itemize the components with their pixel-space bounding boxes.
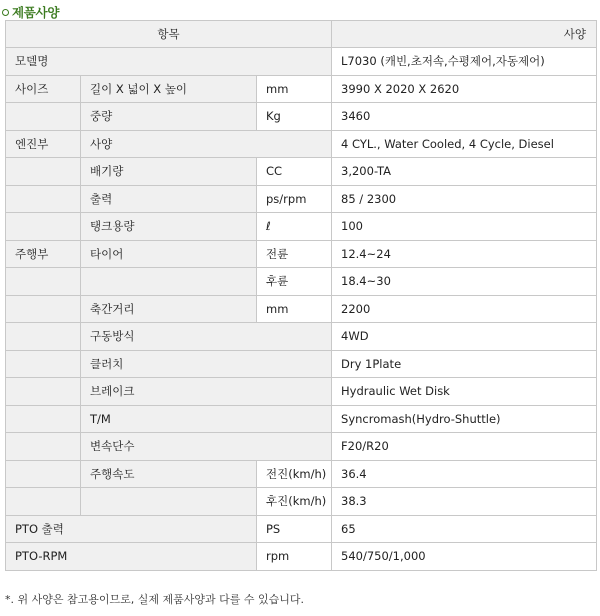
row-value: 12.4~24: [332, 240, 597, 268]
row-label: 출력: [81, 185, 257, 213]
header-item: 항목: [6, 21, 332, 48]
row-group: [6, 433, 81, 461]
row-group: [6, 213, 81, 241]
row-label: PTO 출력: [6, 515, 257, 543]
row-value: 85 / 2300: [332, 185, 597, 213]
table-row: [6, 460, 597, 488]
table-row: [6, 295, 597, 323]
row-unit: PS: [257, 515, 332, 543]
row-unit: Kg: [257, 103, 332, 131]
row-unit: 후진(km/h): [257, 488, 332, 516]
row-group: [6, 158, 81, 186]
row-value: 3990 X 2020 X 2620: [332, 75, 597, 103]
row-unit: 후륜: [257, 268, 332, 296]
table-row: [6, 488, 597, 516]
row-label: 탱크용량: [81, 213, 257, 241]
table-row: [6, 158, 597, 186]
row-value: F20/R20: [332, 433, 597, 461]
row-group: [6, 488, 81, 516]
row-label: 타이어: [81, 240, 257, 268]
row-label: 변속단수: [81, 433, 332, 461]
row-unit: ps/rpm: [257, 185, 332, 213]
footnote: *. 위 사양은 참고용이므로, 실제 제품사양과 다를 수 있습니다.: [5, 593, 304, 606]
row-unit: 전륜: [257, 240, 332, 268]
row-value: 2200: [332, 295, 597, 323]
row-value: 65: [332, 515, 597, 543]
row-label: 중량: [81, 103, 257, 131]
row-value: 3460: [332, 103, 597, 131]
row-group: [6, 405, 81, 433]
row-label: 주행속도: [81, 460, 257, 488]
table-row: [6, 48, 597, 76]
table-row: [6, 185, 597, 213]
row-group: 사이즈: [6, 75, 81, 103]
row-label: 사양: [81, 130, 332, 158]
row-value: 4 CYL., Water Cooled, 4 Cycle, Diesel: [332, 130, 597, 158]
row-label: [81, 268, 257, 296]
row-value: Hydraulic Wet Disk: [332, 378, 597, 406]
table-row: [6, 515, 597, 543]
table-row: [6, 378, 597, 406]
header-spec: 사양: [332, 21, 597, 48]
row-value: 36.4: [332, 460, 597, 488]
row-value: 4WD: [332, 323, 597, 351]
row-group: 주행부: [6, 240, 81, 268]
row-label: PTO-RPM: [6, 543, 257, 571]
row-value: 18.4~30: [332, 268, 597, 296]
row-group: [6, 460, 81, 488]
row-label: 구동방식: [81, 323, 332, 351]
row-group: [6, 323, 81, 351]
row-label: 배기량: [81, 158, 257, 186]
row-label: T/M: [81, 405, 332, 433]
row-group: 엔진부: [6, 130, 81, 158]
row-value: 3,200-TA: [332, 158, 597, 186]
row-label: 축간거리: [81, 295, 257, 323]
row-group: [6, 350, 81, 378]
row-value: L7030 (캐빈,초저속,수평제어,자동제어): [332, 48, 597, 76]
table-row: [6, 350, 597, 378]
row-value: 100: [332, 213, 597, 241]
table-row: [6, 323, 597, 351]
row-unit: CC: [257, 158, 332, 186]
spec-table: [5, 20, 597, 571]
table-row: [6, 130, 597, 158]
table-row: [6, 103, 597, 131]
row-label: 모델명: [6, 48, 332, 76]
row-label: [81, 488, 257, 516]
row-unit: ℓ: [257, 213, 332, 241]
row-unit: 전진(km/h): [257, 460, 332, 488]
table-row: [6, 405, 597, 433]
row-unit: mm: [257, 75, 332, 103]
row-group: [6, 185, 81, 213]
row-group: [6, 268, 81, 296]
section-title-text: 제품사양: [12, 5, 60, 20]
row-group: [6, 103, 81, 131]
row-group: [6, 295, 81, 323]
row-value: Syncromash(Hydro-Shuttle): [332, 405, 597, 433]
row-value: Dry 1Plate: [332, 350, 597, 378]
row-label: 브레이크: [81, 378, 332, 406]
table-row: [6, 213, 597, 241]
row-value: 38.3: [332, 488, 597, 516]
table-row: [6, 543, 597, 571]
row-label: 클러치: [81, 350, 332, 378]
row-unit: mm: [257, 295, 332, 323]
table-row: [6, 240, 597, 268]
row-label: 길이 X 넓이 X 높이: [81, 75, 257, 103]
section-title: [2, 3, 59, 21]
row-unit: rpm: [257, 543, 332, 571]
table-row: [6, 433, 597, 461]
table-header-row: [6, 21, 597, 48]
row-group: [6, 378, 81, 406]
row-value: 540/750/1,000: [332, 543, 597, 571]
circle-bullet-icon: [2, 9, 9, 16]
table-row: [6, 75, 597, 103]
table-row: [6, 268, 597, 296]
